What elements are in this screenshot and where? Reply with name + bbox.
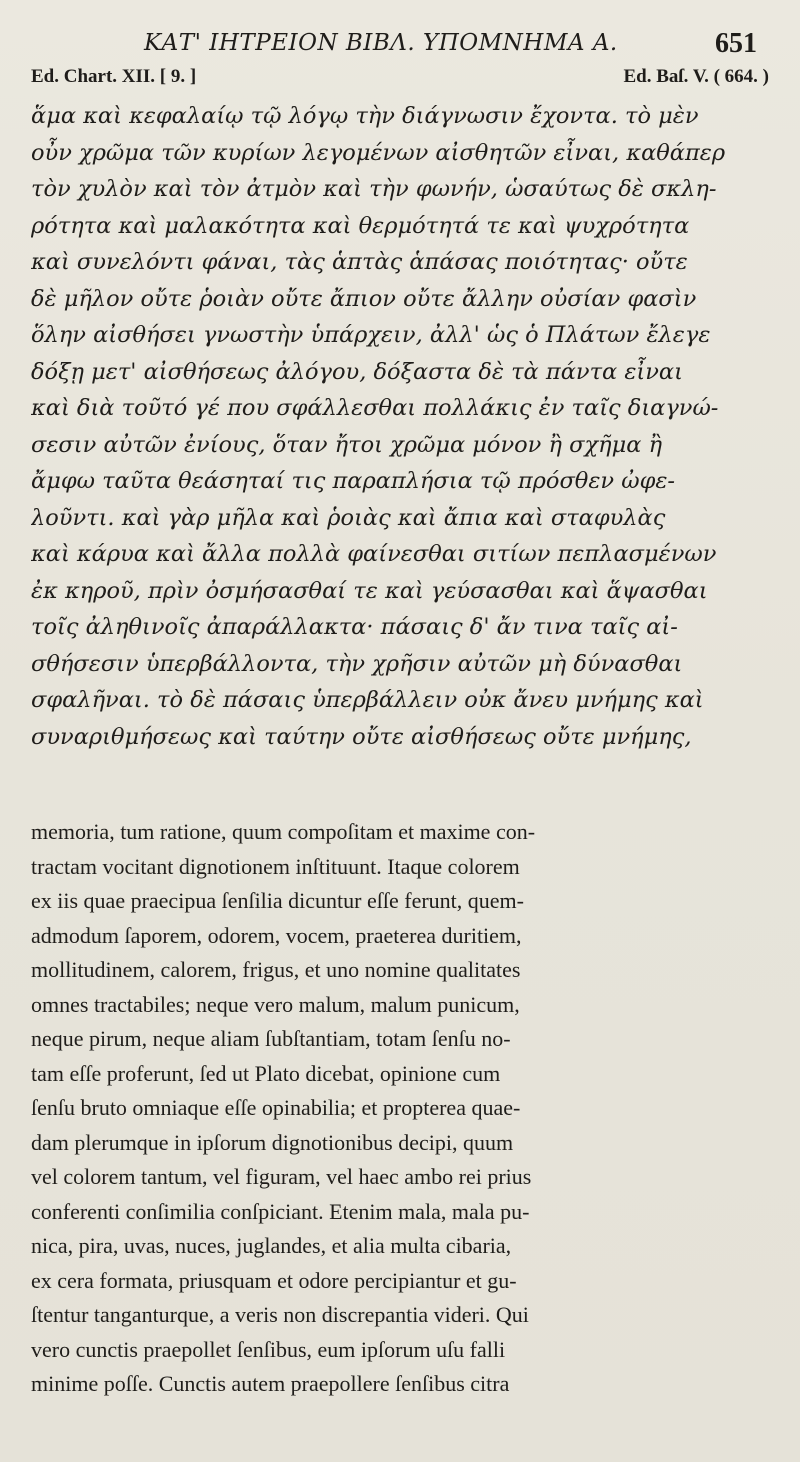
- greek-line: δὲ μῆλον οὔτε ῥοιὰν οὔτε ἄπιον οὔτε ἄλλην οὐσίαν φασὶν: [31, 285, 697, 312]
- greek-line: καὶ διὰ τοῦτό γέ που σφάλλεσθαι πολλάκις ἐν ταῖς διαγνώ-: [31, 395, 719, 421]
- latin-line: conferenti conſimilia conſpiciant. Etenim mala, mala pu-: [31, 1198, 530, 1224]
- latin-line: dam plerumque in ipſorum dignotionibus decipi, quum: [31, 1129, 514, 1155]
- running-title: ΚΑΤ' ΙΗΤΡΕΙΟΝ ΒΙΒΛ. ΥΠΟΜΝΗΜΑ Α.: [144, 30, 618, 56]
- latin-line: vel colorem tantum, vel figuram, vel haec ambo rei prius: [31, 1164, 532, 1189]
- greek-line: συναριθμήσεως καὶ ταύτην οὔτε αἰσθήσεως οὔτε μνήμης,: [31, 723, 692, 750]
- latin-line: omnes tractabiles; neque vero malum, malum punicum,: [31, 991, 520, 1017]
- latin-text-block: [31, 815, 767, 1402]
- page-number: 651: [715, 28, 757, 59]
- edition-reference-line: [31, 66, 769, 94]
- greek-text-block: [31, 98, 767, 755]
- latin-line: neque pirum, neque aliam ſubſtantiam, totam ſenſu no-: [31, 1026, 511, 1051]
- latin-line: nica, pira, uvas, nuces, juglandes, et alia multa cibaria,: [31, 1233, 512, 1258]
- greek-line: λοῦντι. καὶ γὰρ μῆλα καὶ ῥοιὰς καὶ ἄπια καὶ σταφυλὰς: [31, 504, 666, 531]
- running-head: [0, 18, 800, 68]
- latin-line: vero cunctis praepollet ſenſibus, eum ipſorum uſu falli: [31, 1336, 506, 1362]
- greek-line: δόξῃ μετ' αἰσθήσεως ἀλόγου, δόξαστα δὲ τὰ πάντα εἶναι: [31, 358, 683, 385]
- latin-line: tractam vocitant dignotionem inſtituunt. Itaque colorem: [31, 853, 520, 879]
- greek-line: σθήσεσιν ὑπερβάλλοντα, τὴν χρῆσιν αὐτῶν μὴ δύνασθαι: [31, 650, 683, 677]
- latin-line: ſtentur tanganturque, a veris non discrepantia videri. Qui: [31, 1302, 529, 1327]
- latin-line: ſenſu bruto omniaque eſſe opinabilia; et propterea quae-: [31, 1095, 521, 1120]
- latin-line: ex iis quae praecipua ſenſilia dicuntur eſſe ferunt, quem-: [31, 888, 524, 913]
- latin-line: tam eſſe proferunt, ſed ut Plato dicebat, opinione cum: [31, 1060, 501, 1086]
- edition-basel-reference: Ed. Baſ. V. ( 664. ): [623, 66, 769, 87]
- greek-line: σφαλῆναι. τὸ δὲ πάσαις ὑπερβάλλειν οὐκ ἄνευ μνήμης καὶ: [31, 687, 704, 713]
- latin-line: mollitudinem, calorem, frigus, et uno nomine qualitates: [31, 957, 521, 982]
- latin-line: minime poſſe. Cunctis autem praepollere ſenſibus citra: [31, 1371, 510, 1396]
- greek-line: ὅλην αἰσθήσει γνωστὴν ὑπάρχειν, ἀλλ' ὡς ὁ Πλάτων ἔλεγε: [31, 322, 711, 348]
- greek-line: καὶ συνελόντι φάναι, τὰς ἁπτὰς ἁπάσας ποιότητας· οὔτε: [31, 249, 688, 275]
- greek-line: ρότητα καὶ μαλακότητα καὶ θερμότητά τε καὶ ψυχρότητα: [31, 212, 690, 239]
- greek-line: καὶ κάρυα καὶ ἄλλα πολλὰ φαίνεσθαι σιτίων πεπλασμένων: [31, 541, 717, 567]
- greek-line: οὖν χρῶμα τῶν κυρίων λεγομένων αἰσθητῶν εἶναι, καθάπερ: [31, 139, 726, 166]
- greek-line: τοῖς ἀληθινοῖς ἀπαράλλακτα· πάσαις δ' ἄν τινα ταῖς αἰ-: [31, 614, 678, 640]
- greek-line: ἅμα καὶ κεφαλαίῳ τῷ λόγῳ τὴν διάγνωσιν ἔχοντα. τὸ μὲν: [31, 103, 699, 129]
- latin-line: memoria, tum ratione, quum compoſitam et maxime con-: [31, 819, 536, 844]
- greek-line: σεσιν αὐτῶν ἐνίους, ὅταν ἤτοι χρῶμα μόνον ἢ σχῆμα ἢ: [31, 431, 663, 458]
- edition-chart-reference: Ed. Chart. XII. [ 9. ]: [31, 66, 197, 87]
- latin-line: ex cera formata, priusquam et odore percipiantur et gu-: [31, 1267, 517, 1293]
- latin-line: admodum ſaporem, odorem, vocem, praeterea duritiem,: [31, 922, 522, 948]
- greek-line: ἐκ κηροῦ, πρὶν ὀσμήσασθαί τε καὶ γεύσασθαι καὶ ἅψασθαι: [31, 577, 708, 604]
- greek-line: τὸν χυλὸν καὶ τὸν ἀτμὸν καὶ τὴν φωνήν, ὡσαύτως δὲ σκλη-: [31, 176, 717, 202]
- greek-line: ἄμφω ταῦτα θεάσηταί τις παραπλήσια τῷ πρόσθεν ὠφε-: [31, 468, 676, 494]
